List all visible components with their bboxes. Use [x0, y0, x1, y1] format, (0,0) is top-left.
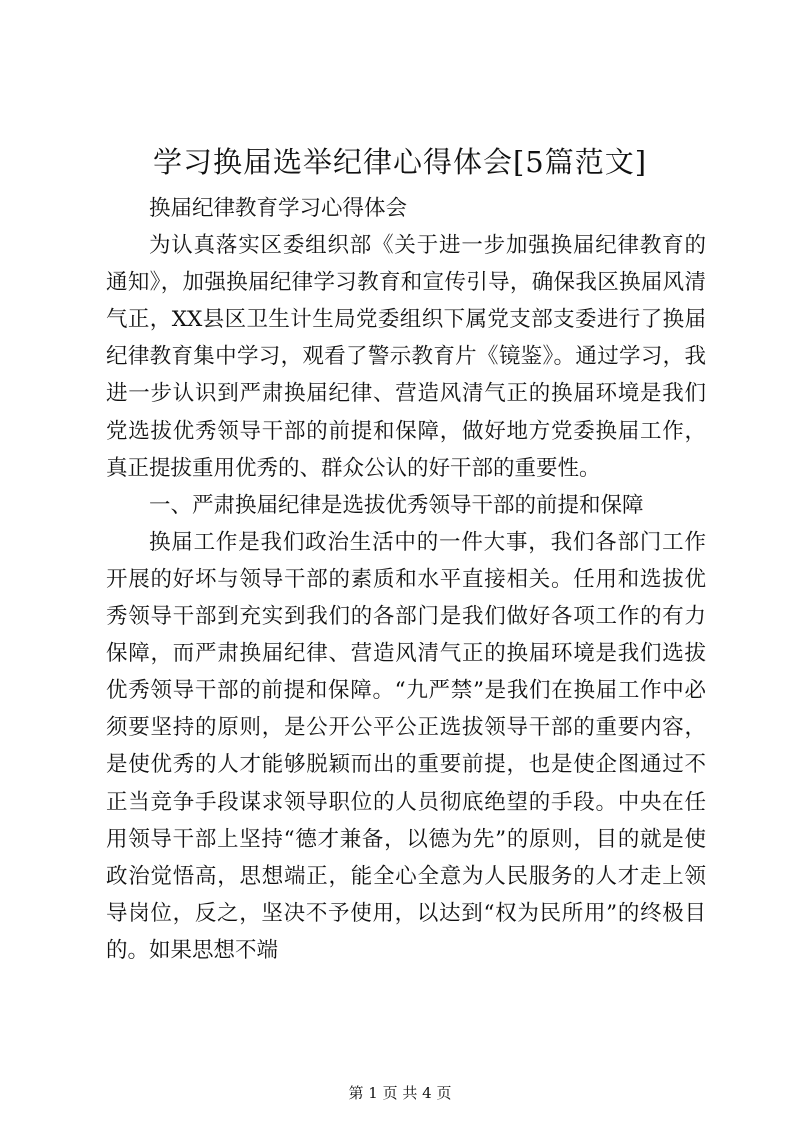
body-paragraph: 为认真落实区委组织部《关于进一步加强换届纪律教育的通知》，加强换届纪律学习教育和宣传引导，确保我区换届风清气正，XX县区卫生计生局党委组织下属党支部支委进行了换届纪律教育集中学习，观看了警示教育片《镜鉴》。通过学习，我进一步认识到严肃换届纪律、营造风清气正的换届环境是我们党选拔优秀领导干部的前提和保障，做好地方党委换届工作，真正提拔重用优秀的、群众公认的好干部的重要性。 [106, 233, 706, 481]
subtitle-paragraph: 换届纪律教育学习心得体会 [149, 196, 408, 221]
document-body [106, 190, 706, 969]
document-title: 学习换届选举纪律心得体会[5篇范文] [152, 145, 648, 179]
page-number-footer: 第 1 页 共 4 页 [348, 1084, 452, 1102]
section-heading: 一、严肃换届纪律是选拔优秀领导干部的前提和保障 [149, 492, 644, 518]
body-paragraph: 换届工作是我们政治生活中的一件大事，我们各部门工作开展的好坏与领导干部的素质和水平直接相关。任用和选拔优秀领导干部到充实到我们的各部门是我们做好各项工作的有力保障，而严肃换届纪律、营造风清气正的换届环境是我们选拔优秀领导干部的前提和保障。“九严禁”是我们在换届工作中必须要坚持的原则，是公开公平公正选拔领导干部的重要内容，是使优秀的人才能够脱颖而出的重要前提，也是使企图通过不正当竞争手段谋求领导职位的人员彻底绝望的手段。中央在任用领导干部上坚持“德才兼备，以德为先”的原则，目的就是使政治觉悟高，思想端正，能全心全意为人民服务的人才走上领导岗位，反之，坚决不予使用，以达到“权为民所用”的终极目的。如果思想不端 [106, 529, 706, 963]
